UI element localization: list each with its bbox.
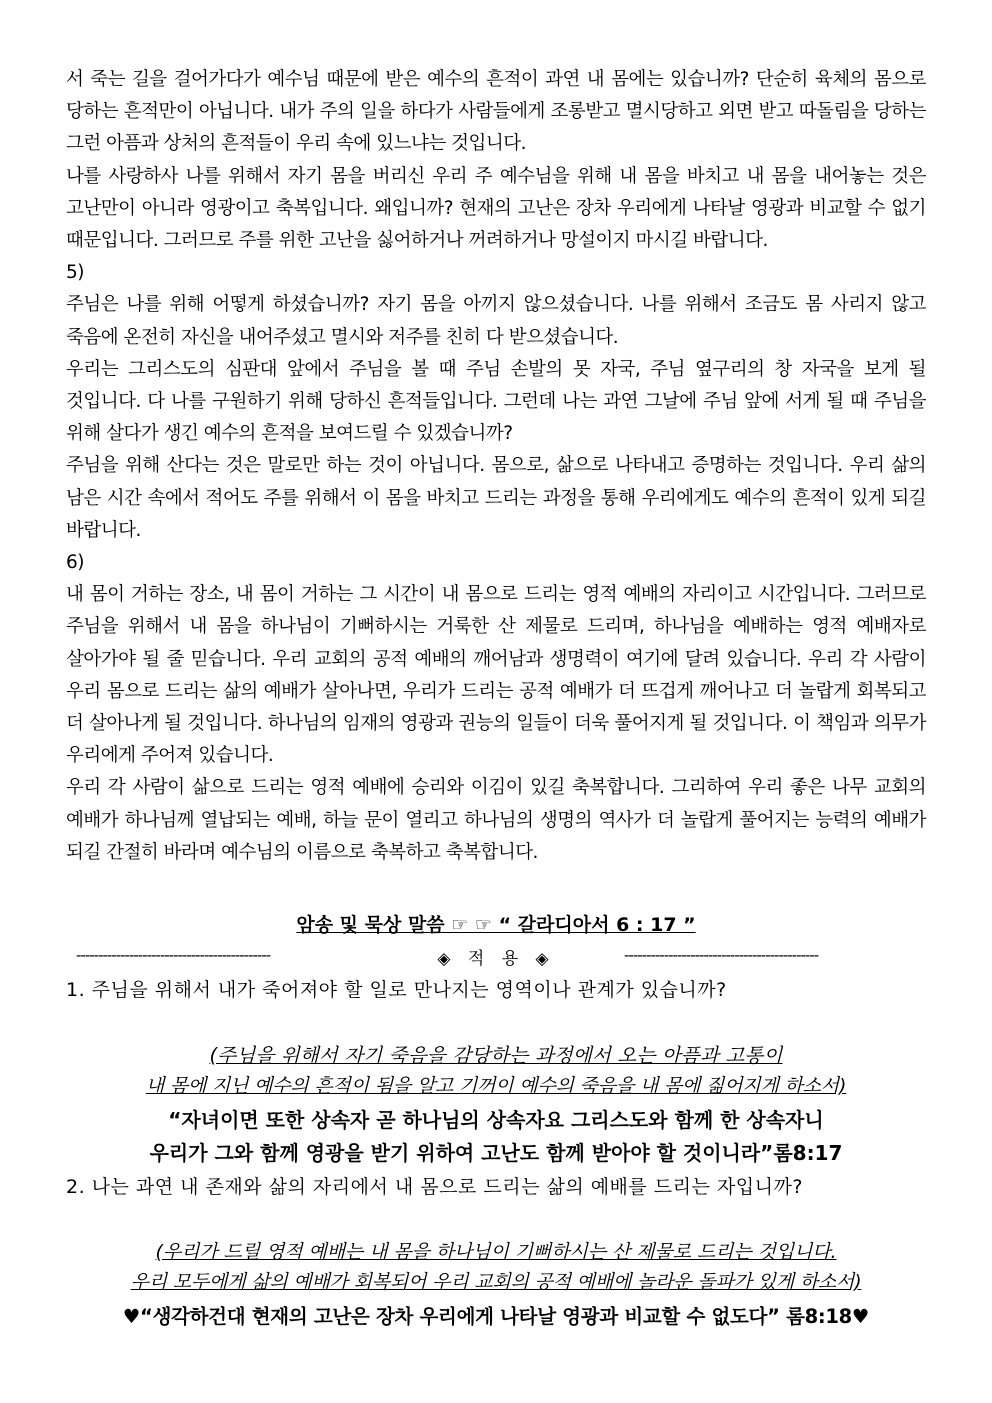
prayer-note-1-line-2: 내 몸에 지닌 예수의 흔적이 됨을 알고 기꺼이 예수의 죽음을 내 몸에 짊어지게 하소서) — [145, 1075, 847, 1097]
question-2: 2. 나는 과연 내 존재와 삶의 자리에서 내 몸으로 드리는 삶의 예배를 드리는 자입니까? — [66, 1176, 803, 1198]
section-number: 6) — [66, 552, 84, 574]
memory-verse-title-text: 암송 및 묵상 말씀 ☞ ☞ “ 갈라디아서 6 : 17 ” — [296, 914, 696, 936]
sermon-body — [66, 64, 926, 869]
prayer-note-2-line-2: 우리 모두에게 삶의 예배가 회복되어 우리 교회의 공적 예배에 놀라운 돌파가 있게 하소서) — [130, 1271, 862, 1293]
verse-romans-8-17-line-1: “자녀이면 또한 상속자 곧 하나님의 상속자요 그리스도와 함께 한 상속자니 — [168, 1108, 824, 1132]
apply-label: ◈ 적 용 ◈ — [437, 949, 555, 969]
section-number: 5) — [66, 262, 84, 284]
paragraph: 나를 사랑하사 나를 위해서 자기 몸을 버리신 우리 주 예수님을 위해 내 몸을 바치고 내 몸을 내어놓는 것은 고난만이 아니라 영광이고 축복입니다. 왜입니까? 현재의 고난은 장차 우리에게 나타날 영광과 비교할 수 없기 때문입니다. 그러므로 주를 위한 고난을 싫어하거나 꺼려하거나 망설이지 마시길 바랍니다. — [66, 165, 926, 252]
divider-dashes-left: -------------------------------------------- — [76, 946, 271, 964]
verse-romans-8-18: ♥“생각하건대 현재의 고난은 장차 우리에게 나타날 영광과 비교할 수 없도다” 롬8:18♥ — [122, 1305, 870, 1328]
apply-divider — [68, 944, 924, 974]
paragraph: 주님은 나를 위해 어떻게 하셨습니까? 자기 몸을 아끼지 않으셨습니다. 나를 위해서 조금도 몸 사리지 않고 죽음에 온전히 자신을 내어주셨고 멸시와 저주를 친히 다 받으셨습니다. — [66, 294, 926, 348]
paragraph: 서 죽는 길을 걸어가다가 예수님 때문에 받은 예수의 흔적이 과연 내 몸에는 있습니까? 단순히 육체의 몸으로 당하는 흔적만이 아닙니다. 내가 주의 일을 하다가 사람들에게 조롱받고 멸시당하고 외면 받고 따돌림을 당하는 그런 아픔과 상처의 흔적들이 우리 속에 있느냐는 것입니다. — [66, 69, 926, 155]
divider-dashes-right: -------------------------------------------- — [624, 946, 819, 964]
paragraph: 주님을 위해 산다는 것은 말로만 하는 것이 아닙니다. 몸으로, 삶으로 나타내고 증명하는 것입니다. 우리 삶의 남은 시간 속에서 적어도 주를 위해서 이 몸을 바치고 드리는 과정을 통해 우리에게도 예수의 흔적이 있게 되길 바랍니다. — [66, 455, 926, 541]
question-1: 1. 주님을 위해서 내가 죽어져야 할 일로 만나지는 영역이나 관계가 있습니까? — [66, 979, 727, 1001]
paragraph: 우리 각 사람이 삶으로 드리는 영적 예배에 승리와 이김이 있길 축복합니다. 그리하여 우리 좋은 나무 교회의 예배가 하나님께 열납되는 예배, 하늘 문이 열리고 하나님의 생명의 역사가 더 놀랍게 풀어지는 능력의 예배가 되길 간절히 바라며 예수님의 이름으로 축복하고 축복합니다. — [66, 777, 926, 863]
prayer-note-2-line-1: (우리가 드릴 영적 예배는 내 몸을 하나님이 기뻐하시는 산 제물로 드리는 것입니다. — [155, 1241, 837, 1263]
verse-romans-8-17-line-2: 우리가 그와 함께 영광을 받기 위하여 고난도 함께 받아야 할 것이니라”롬8:17 — [149, 1141, 843, 1165]
prayer-note-1-line-1: (주님을 위해서 자기 죽음을 감당하는 과정에서 오는 아픔과 고통이 — [209, 1044, 783, 1067]
paragraph: 내 몸이 거하는 장소, 내 몸이 거하는 그 시간이 내 몸으로 드리는 영적 예배의 자리이고 시간입니다. 그러므로 주님을 위해서 내 몸을 하나님이 기뻐하시는 거룩한 산 제물로 드리며, 하나님을 예배하는 영적 예배자로 살아가야 될 줄 믿습니다. 우리 교회의 공적 예배의 깨어남과 생명력이 여기에 달려 있습니다. 우리 각 사람이 우리 몸으로 드리는 삶의 예배가 살아나면, 우리가 드리는 공적 예배가 더 뜨겁게 깨어나고 더 놀랍게 회복되고 더 살아나게 될 것입니다. 하나님의 임재의 영광과 권능의 일들이 더욱 풀어지게 될 것입니다. 이 책임과 의무가 우리에게 주어져 있습니다. — [66, 584, 926, 767]
memory-verse-title — [0, 910, 992, 937]
paragraph: 우리는 그리스도의 심판대 앞에서 주님을 볼 때 주님 손발의 못 자국, 주님 옆구리의 창 자국을 보게 될 것입니다. 다 나를 구원하기 위해 당하신 흔적들입니다. 그런데 나는 과연 그날에 주님 앞에 서게 될 때 주님을 위해 살다가 생긴 예수의 흔적을 보여드릴 수 있겠습니까? — [66, 358, 926, 445]
